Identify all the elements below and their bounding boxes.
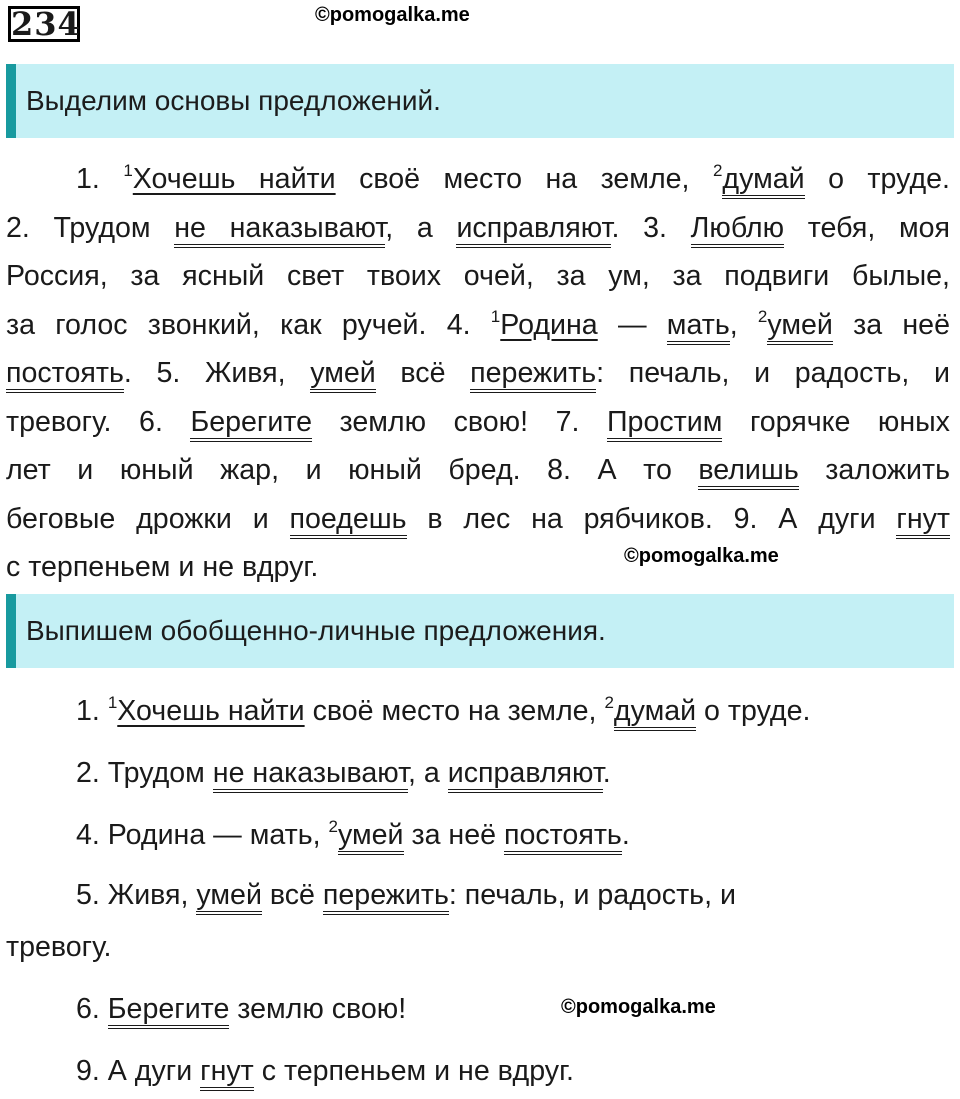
section2-banner [6, 594, 954, 668]
s2-predicate1: не наказывают [174, 212, 385, 248]
section2-s2 [6, 745, 950, 801]
section2-s5 [6, 869, 950, 973]
s7-text1: горячке юных [722, 405, 950, 438]
section2-title: Выпишем обобщенно-личные предложения. [26, 615, 606, 646]
e9-predicate: гнут [200, 1055, 254, 1091]
s1-line9: с терпеньем и не вдруг. [6, 551, 319, 583]
s1-line1 [6, 155, 950, 204]
s8-text0: 8. А то [520, 454, 699, 486]
s8-text2: беговые дрожки и [6, 502, 290, 535]
s8-text1: заложить [798, 454, 950, 486]
s7-predicate: Простим [607, 406, 722, 442]
watermark-bottom: ©pomogalka.me [561, 996, 716, 1018]
s1-predicate: думай [722, 163, 804, 199]
s1-line5 [6, 349, 950, 398]
s4-text3: за неё [832, 308, 950, 341]
section1-text [6, 155, 950, 592]
e1-text1: своё место на земле, [304, 695, 605, 727]
s4-predicate: мать [667, 309, 730, 345]
s9-predicate: гнут [896, 503, 950, 539]
s4-text2: , [729, 308, 758, 341]
e5-text2: : печаль, и радость, и [448, 879, 736, 911]
e4-text1: за неё [403, 819, 504, 851]
s1-line4 [6, 301, 950, 350]
s1-line7 [6, 446, 950, 495]
s7-text2: лет и юный жар, и юный бред. [6, 454, 521, 486]
e2-predicate2: исправляют [448, 757, 603, 793]
s2-predicate2: исправляют [456, 212, 611, 248]
s4-text0: 4. [426, 308, 491, 341]
e1-predicate: думай [614, 695, 696, 731]
e1-sup1: 1 [107, 693, 118, 712]
e6-text1: землю свою! [229, 993, 407, 1025]
s3-text3: за голос звонкий, как ручей. [6, 308, 427, 341]
s2-text1: , а [385, 211, 457, 244]
s1-sup2: 2 [712, 161, 723, 180]
s4-text1: — [597, 308, 667, 341]
section2-s9 [6, 1043, 950, 1099]
s8-text3: в лес на рябчиков. [406, 502, 713, 535]
e1-text2: о труде. [696, 695, 811, 727]
e4-text0: 4. Родина — мать, [76, 819, 329, 851]
watermark-middle: ©pomogalka.me [624, 545, 779, 567]
s3-text0: 3. [619, 211, 691, 244]
s1-sup1: 1 [123, 161, 133, 180]
s5-text2: : печаль, и радость, и [596, 357, 950, 389]
s1-line2 [6, 204, 950, 253]
section1-banner [6, 64, 954, 138]
s1-text2: о труде. [804, 163, 950, 195]
s5-predicate: умей [310, 357, 376, 393]
s4-predicate2: умей [767, 309, 833, 345]
e2-text1: , а [408, 757, 448, 789]
s5-text1: всё [375, 357, 471, 389]
s2-text0: 2. Трудом [6, 211, 175, 244]
s4-sup1: 1 [490, 306, 501, 326]
s6-text1: землю свою! [312, 405, 529, 438]
e5-text1: всё [261, 879, 323, 911]
exercise-number: 234 [8, 6, 80, 42]
s6-predicate: Берегите [190, 406, 312, 442]
section2-s1 [6, 683, 950, 739]
e2-text0: 2. Трудом [76, 757, 213, 789]
s8-predicate: велишь [698, 454, 798, 490]
e6-predicate: Берегите [108, 993, 230, 1029]
e9-text0: 9. А дуги [76, 1055, 201, 1087]
s4-subject: Родина [500, 308, 598, 341]
e5-text0: 5. Живя, [76, 879, 197, 911]
e4-sup2: 2 [328, 817, 338, 836]
s1-line6 [6, 398, 950, 447]
e4-infinitive: постоять [504, 819, 622, 855]
s4-sup2: 2 [757, 306, 768, 326]
s1-text1: своё место на земле, [335, 163, 713, 195]
s4-text4: . [123, 357, 132, 389]
s3-predicate: Люблю [691, 212, 784, 248]
s9-text0: 9. А дуги [712, 502, 897, 535]
s1-line3: Россия, за ясный свет твоих очей, за ум, за подвиги былые, [6, 260, 950, 292]
s5-text0: 5. Живя, [131, 357, 311, 389]
s5-text3: тревогу. [6, 405, 112, 438]
s5-infinitive: пережить [470, 357, 596, 393]
watermark-top: ©pomogalka.me [315, 4, 470, 26]
s6-text0: 6. [111, 405, 191, 438]
e5-text3: тревогу. [6, 931, 112, 963]
s1-number: 1. [76, 163, 100, 195]
section2-s4 [6, 807, 950, 863]
section1-title: Выделим основы предложений. [26, 85, 441, 116]
e5-predicate: умей [196, 879, 262, 915]
section2-s6 [6, 981, 950, 1037]
e2-text2: . [602, 757, 611, 789]
s4-infinitive: постоять [6, 357, 124, 393]
e1-number: 1. [76, 695, 100, 727]
s7-text0: 7. [528, 405, 607, 438]
s2-text2: . [611, 211, 620, 244]
s3-text1: тебя, моя [784, 211, 950, 244]
e4-predicate: умей [338, 819, 404, 855]
e5-infinitive: пережить [323, 879, 449, 915]
e6-text0: 6. [76, 993, 108, 1025]
e9-text1: с терпеньем и не вдруг. [253, 1055, 574, 1087]
e4-text2: . [621, 819, 630, 851]
s1-line8 [6, 495, 950, 544]
e1-sup2: 2 [604, 693, 614, 712]
e1-subject: Хочешь найти [117, 695, 305, 727]
s1-subject: Хочешь найти [132, 163, 336, 195]
e2-predicate1: не наказывают [213, 757, 408, 793]
s8-predicate2: поедешь [290, 503, 407, 539]
